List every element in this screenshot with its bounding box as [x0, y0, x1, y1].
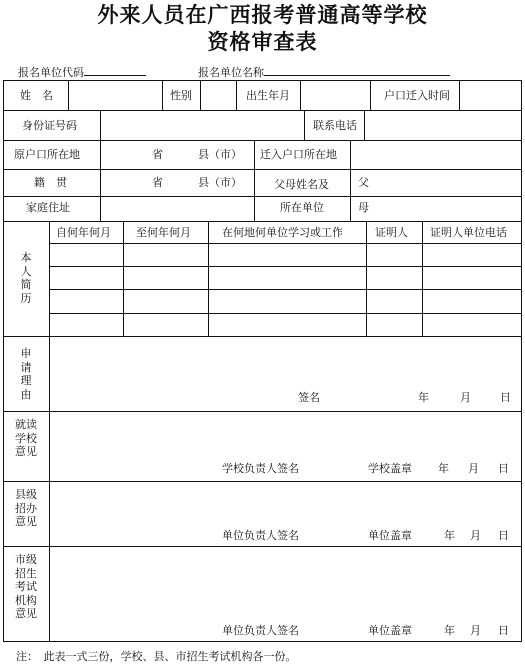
county-seal-label: 单位盖章: [368, 529, 412, 542]
school-seal-label: 学校盖章: [368, 462, 412, 475]
id-number-label: 身份证号码: [22, 119, 77, 132]
year-label: 年: [438, 462, 449, 475]
parent-work-unit-label: 所在单位: [280, 201, 324, 214]
month-label: 月: [468, 462, 479, 475]
county-city-unit-label: 县（市）: [198, 176, 242, 189]
resume-col-place: 在何地何单位学习或工作: [222, 226, 343, 239]
home-address-label: 家庭住址: [26, 201, 70, 214]
application-sign-label: 签名: [298, 391, 320, 404]
unit-name-label: 报名单位名称: [198, 66, 264, 79]
unit-code-label: 报名单位代码: [18, 66, 84, 79]
resume-label: 本人简历: [20, 251, 32, 305]
province-unit-label: 省: [152, 176, 163, 189]
city-seal-label: 单位盖章: [368, 624, 412, 637]
resume-col-witness: 证明人: [375, 226, 408, 239]
gender-label: 性别: [170, 89, 192, 102]
form-title-line1: 外来人员在广西报考普通高等学校: [97, 2, 428, 27]
day-label: 日: [498, 462, 509, 475]
form-title-line2: 资格审查表: [207, 29, 318, 54]
day-label: 日: [498, 529, 509, 542]
year-label: 年: [444, 529, 455, 542]
birth-date-label: 出生年月: [246, 89, 290, 102]
county-office-opinion-label: 县级招办意见: [15, 488, 37, 528]
province-unit-label: 省: [152, 148, 163, 161]
school-opinion-label: 就读学校意见: [15, 418, 37, 458]
school-head-sign-label: 学校负责人签名: [222, 462, 299, 475]
year-label: 年: [444, 624, 455, 637]
city-head-sign-label: 单位负责人签名: [222, 624, 299, 637]
contact-phone-label: 联系电话: [313, 119, 357, 132]
unit-code-field: [18, 64, 146, 80]
year-label: 年: [418, 391, 429, 404]
resume-col-from: 自何年何月: [56, 226, 111, 239]
day-label: 日: [500, 391, 511, 404]
application-reason-label: 申请理由: [20, 347, 32, 401]
unit-code-blank: [84, 65, 146, 76]
name-label: 姓 名: [20, 89, 53, 102]
resume-col-to: 至何年何月: [136, 226, 191, 239]
mother-label: 母: [358, 201, 369, 214]
month-label: 月: [470, 624, 481, 637]
native-place-label: 籍 贯: [34, 176, 67, 189]
form-table: [3, 80, 522, 642]
resume-col-witness-phone: 证明人单位电话: [430, 226, 507, 239]
unit-name-blank: [264, 65, 450, 76]
original-hukou-label: 原户口所在地: [14, 148, 80, 161]
county-city-unit-label: 县（市）: [198, 148, 242, 161]
father-label: 父: [358, 176, 369, 189]
hukou-move-in-time-label: 户口迁入时间: [384, 89, 450, 102]
parents-names-label: 父母姓名及: [274, 178, 329, 191]
county-head-sign-label: 单位负责人签名: [222, 529, 299, 542]
day-label: 日: [498, 624, 509, 637]
city-office-opinion-label: 市级招生考试机构意见: [15, 553, 37, 620]
footnote: 注： 此表一式三份，学校、县、市招生考试机构各一份。: [16, 650, 297, 663]
month-label: 月: [470, 529, 481, 542]
new-hukou-label: 迁入户口所在地: [260, 148, 337, 161]
month-label: 月: [460, 391, 471, 404]
unit-name-field: [198, 64, 450, 80]
